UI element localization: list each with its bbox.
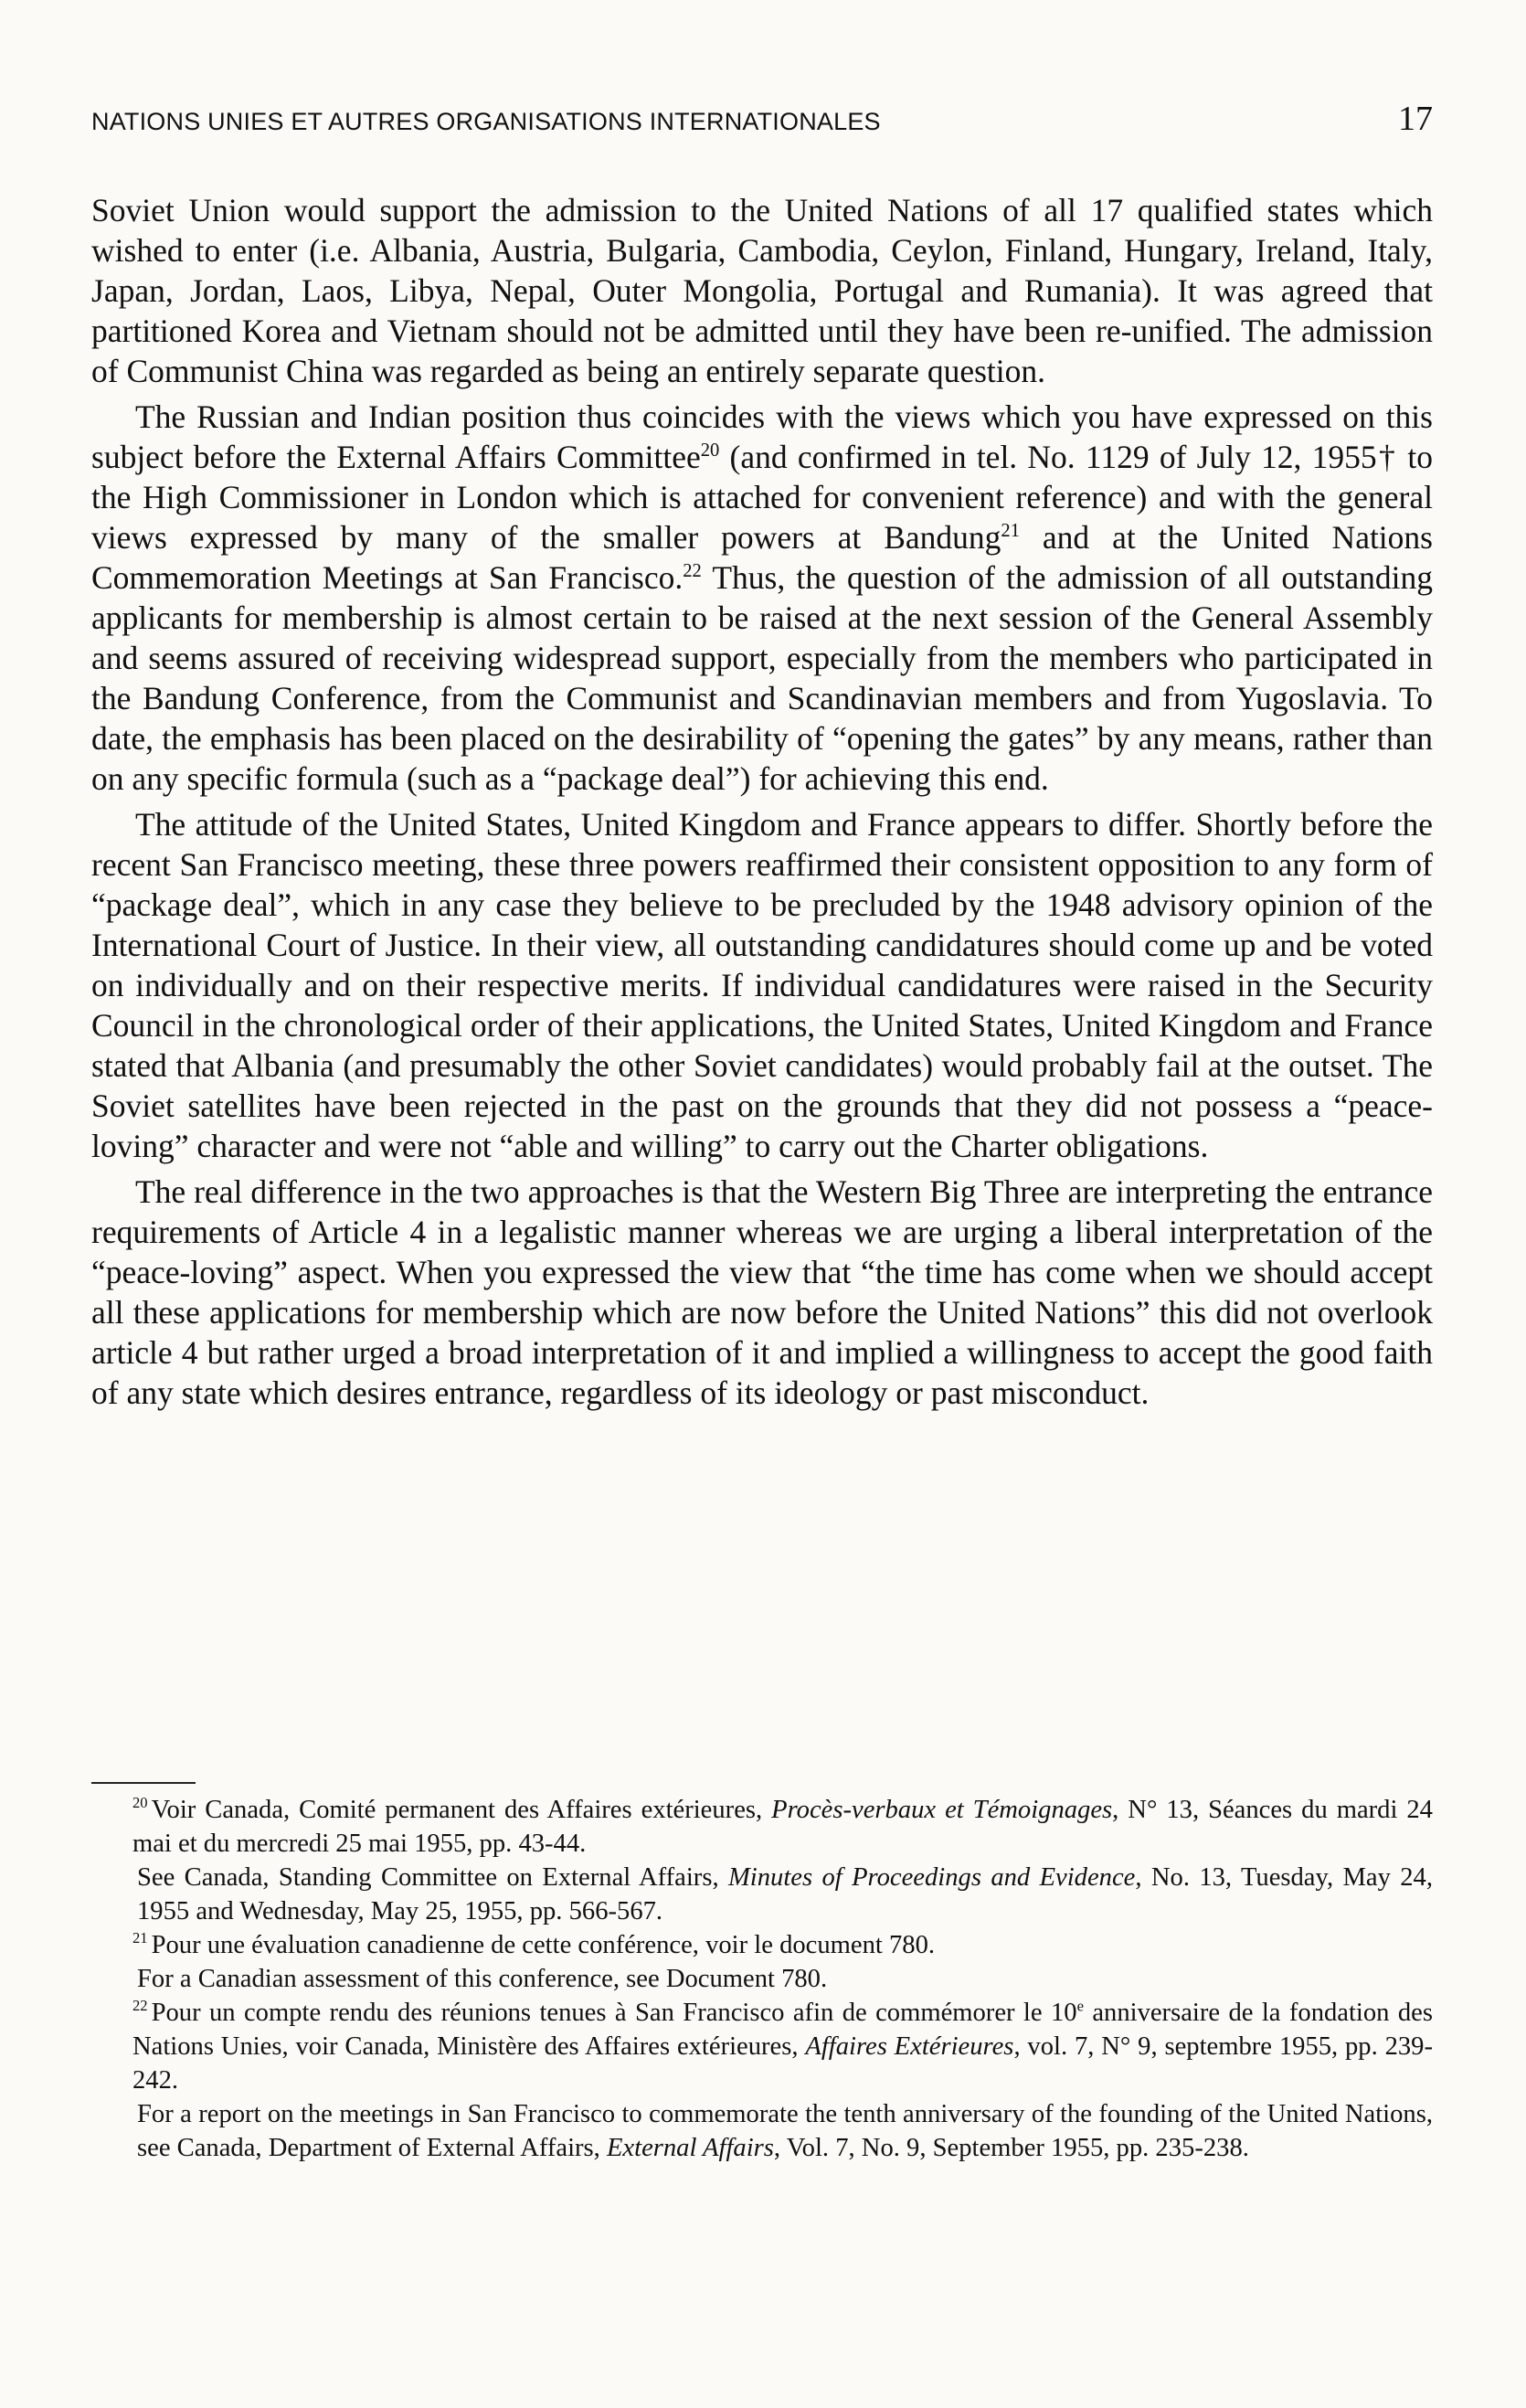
footnote-number-22: 22	[132, 1997, 148, 2015]
footnote-22-ordinal: e	[1076, 1997, 1084, 2015]
paragraph-3: The attitude of the United States, United Kingdom and France appears to differ. Shortly before the recent San Francisco meeting, these three powers reaffirmed their consistent opposition to any form of “package deal”, which in any case they believe to be precluded by the 1948 advisory opinion of the International Court of Justice. In their view, all outstanding candidatures should come up and be voted on individually and on their respective merits. If individual candidatures were raised in the Security Council in the chronological order of their applications, the United States, United Kingdom and France stated that Albania (and presumably the other Soviet candidates) would probably fail at the outset. The Soviet satellites have been rejected in the past on the grounds that they did not possess a “peace-loving” character and were not “able and willing” to carry out the Charter obligations.	[91, 806, 1433, 1164]
footnote-20-fr-text-a: Voir Canada, Comité permanent des Affaires extérieures,	[151, 1796, 772, 1824]
footnote-22-en	[132, 2097, 1433, 2165]
running-title: NATIONS UNIES ET AUTRES ORGANISATIONS INTERNATIONALES	[91, 108, 881, 135]
footnote-number-21: 21	[132, 1929, 148, 1947]
paragraph-2-text-c: and at the United Nations Commemoration Meetings at San Francisco.	[91, 519, 1433, 596]
footnote-22-en-title: External Affairs	[606, 2134, 774, 2162]
footnote-22-en-text-b: , Vol. 7, No. 9, September 1955, pp. 235-238.	[773, 2134, 1249, 2162]
footnote-20-en-title: Minutes of Proceedings and Evidence	[727, 1863, 1136, 1892]
page-number: 17	[1398, 100, 1433, 138]
footnote-22-fr-text-c: , vol. 7, N° 9, septembre 1955, pp. 239-242.	[132, 2032, 1433, 2095]
running-header	[91, 99, 1433, 139]
paragraph-4: The real difference in the two approaches is that the Western Big Three are interpreting the entrance requirements of Article 4 in a legalistic manner whereas we are urging a liberal interpretation of the “peace-loving” aspect. When you expressed the view that “the time has come when we should accept all these applications for membership which are now before the United Nations” this did not overlook article 4 but rather urged a broad interpretation of it and implied a willingness to accept the good faith of any state which desires entrance, regardless of its ideology or past misconduct.	[91, 1173, 1433, 1411]
footnote-ref-21[interactable]: 21	[1001, 521, 1020, 542]
body-text	[91, 190, 1433, 1413]
footnote-22-en-text-a: For a report on the meetings in San Francisco to commemorate the tenth anniversary of the founding of the United Nations, see Canada, Department of External Affairs,	[137, 2100, 1433, 2162]
paragraph-1: Soviet Union would support the admission to the United Nations of all 17 qualified states which wished to enter (i.e. Albania, Austria, Bulgaria, Cambodia, Ceylon, Finland, Hungary, Ireland, Italy, Japan, Jordan, Laos, Libya, Nepal, Outer Mongolia, Portugal and Rumania). It was agreed that partitioned Korea and Vietnam should not be admitted until they have been re-unified. The admission of Communist China was regarded as being an entirely separate question.	[91, 192, 1433, 389]
footnote-22-fr	[132, 1996, 1433, 2097]
paragraph-2-text-d: Thus, the question of the admission of all outstanding applicants for membership is almost certain to be raised at the next session of the General Assembly and seems assured of receiving widespread support, especially from the members who participated in the Bandung Conference, from the Communist and Scandinavian members and from Yugoslavia. To date, the emphasis has been placed on the desirability of “opening the gates” by any means, rather than on any specific formula (such as a “package deal”) for achieving this end.	[91, 559, 1433, 797]
footnote-22-fr-text-a: Pour un compte rendu des réunions tenues à San Francisco afin de commémorer le 10	[151, 1999, 1077, 2027]
footnote-21-fr	[132, 1928, 1433, 1962]
footnote-ref-20[interactable]: 20	[700, 440, 720, 461]
footnote-21-en: For a Canadian assessment of this conference, see Document 780.	[137, 1965, 828, 1993]
paragraph-2-text-b: (and confirmed in tel. No. 1129 of July 12, 1955† to the High Commissioner in London which is attached for convenient reference) and with the general views expressed by many of the smaller powers at Bandung	[91, 439, 1433, 556]
footnote-number-20: 20	[132, 1794, 148, 1812]
footnote-divider	[91, 1782, 196, 1784]
footnote-20-en-text-b: , No. 13, Tuesday, May 24, 1955 and Wednesday, May 25, 1955, pp. 566-567.	[137, 1863, 1433, 1925]
paragraph-2-text-a: The Russian and Indian position thus coincides with the views which you have expressed on this subject before the External Affairs Committee	[91, 398, 1433, 475]
footnote-20-fr-title: Procès-verbaux et Témoignages	[771, 1796, 1113, 1824]
footnote-20-en-text-a: See Canada, Standing Committee on External Affairs,	[137, 1863, 728, 1892]
footnote-20-fr	[132, 1793, 1433, 1861]
paragraph-2	[91, 397, 1433, 799]
footnote-ref-22[interactable]: 22	[683, 561, 702, 582]
footnote-21-fr-text: Pour une évaluation canadienne de cette conférence, voir le document 780.	[151, 1931, 936, 1959]
footnote-20-en	[132, 1861, 1433, 1928]
footnote-20-fr-text-b: , N° 13, Séances du mardi 24 mai et du mercredi 25 mai 1955, pp. 43-44.	[132, 1796, 1433, 1858]
footnote-22-fr-title: Affaires Extérieures	[805, 2032, 1014, 2061]
footnotes	[132, 1793, 1433, 2165]
footnote-22-fr-text-b: anniversaire de la fondation des Nations Unies, voir Canada, Ministère des Affaires extérieures,	[132, 1999, 1433, 2061]
